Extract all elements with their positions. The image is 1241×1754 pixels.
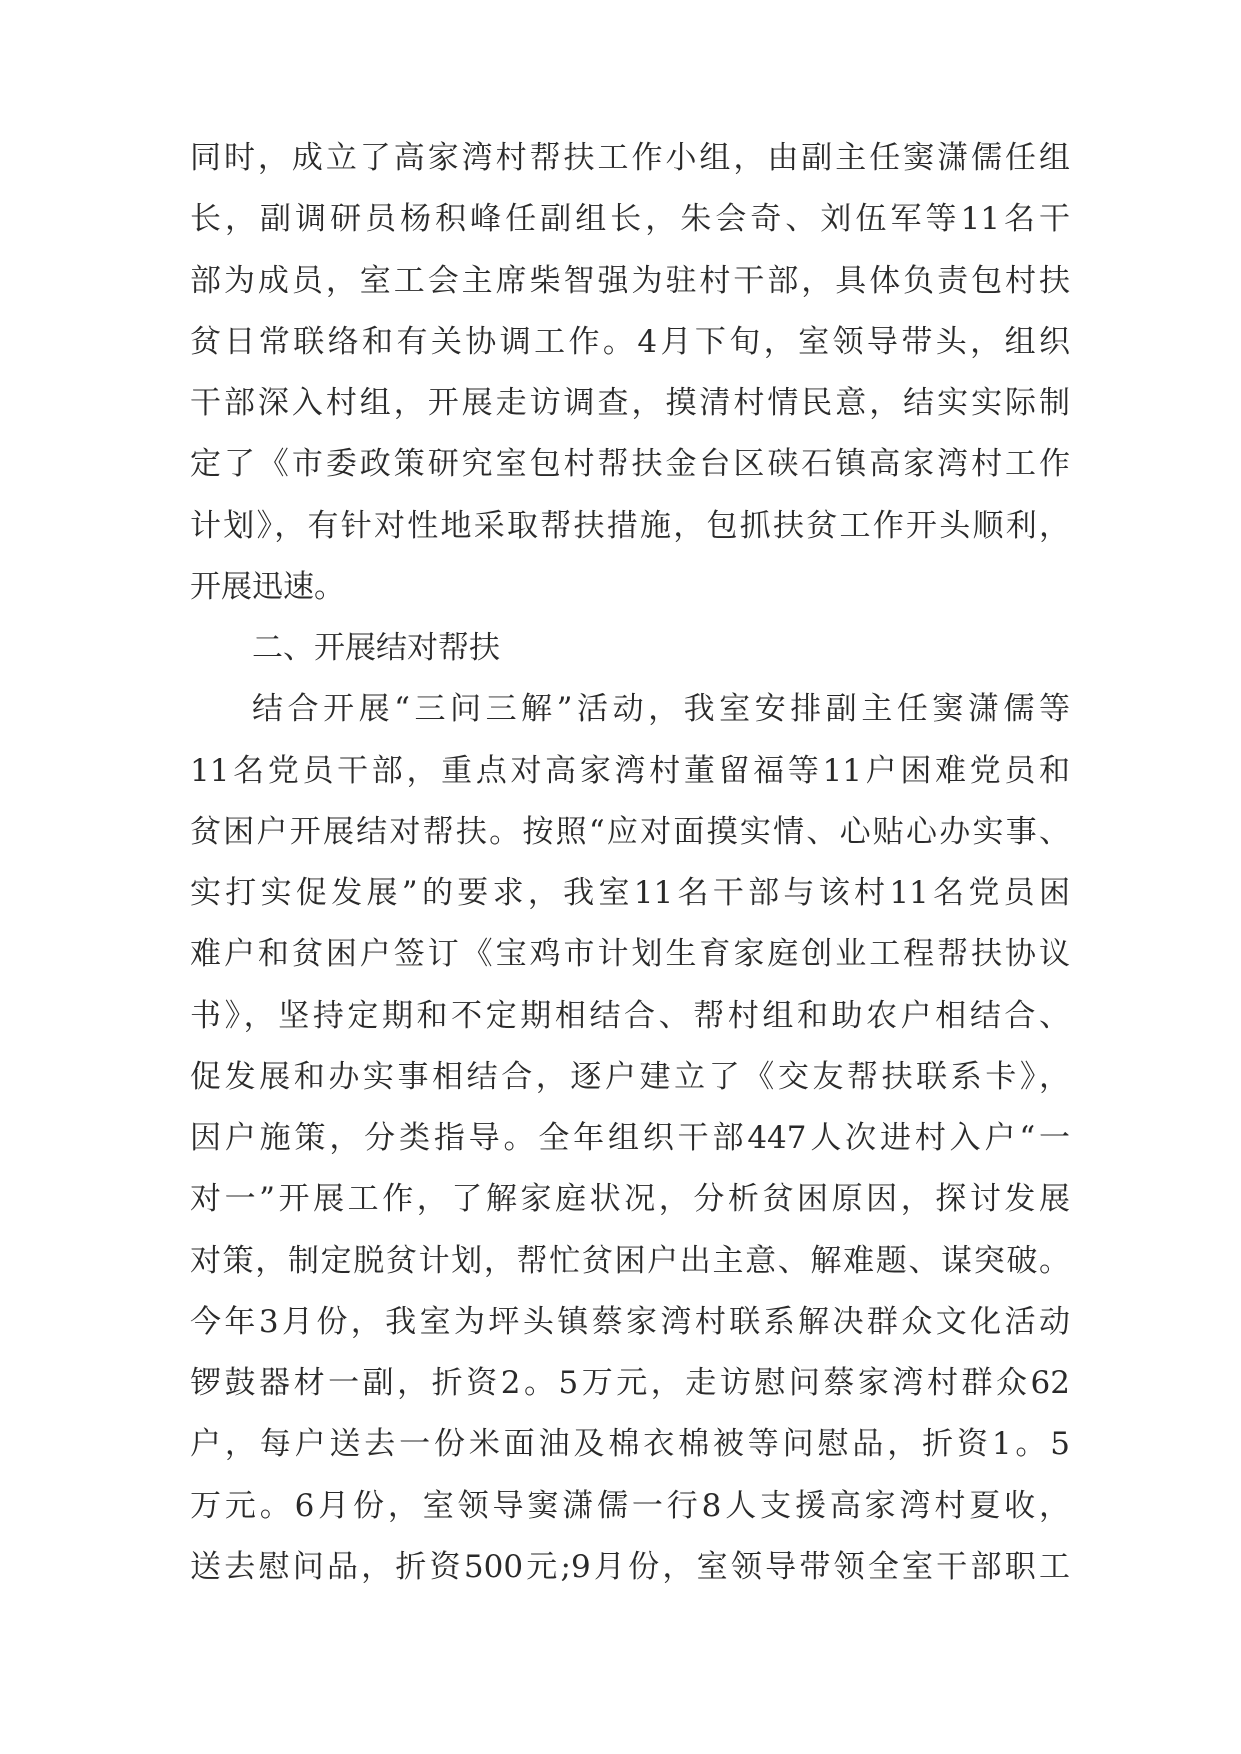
text-line: 锣鼓器材一副，折资2。5万元，走访慰问蔡家湾村群众62: [190, 1365, 1070, 1401]
text-line: 对策，制定脱贫计划，帮忙贫困户出主意、解难题、谋突破。: [190, 1242, 1070, 1279]
text-line: 因户施策，分类指导。全年组织干部447人次进村入户“一: [190, 1120, 1070, 1156]
text-line: 难户和贫困户签订《宝鸡市计划生育家庭创业工程帮扶协议: [190, 936, 1070, 973]
text-line: 结合开展“三问三解”活动，我室安排副主任窦潇儒等: [252, 691, 1070, 728]
text-line: 贫日常联络和有关协调工作。4月下旬，室领导带头，组织: [190, 323, 1070, 360]
text-line: 今年3月份，我室为坪头镇蔡家湾村联系解决群众文化活动: [190, 1303, 1070, 1340]
text-line: 长，副调研员杨积峰任副组长，朱会奇、刘伍军等11名干: [190, 201, 1070, 238]
text-line: 11名党员干部，重点对高家湾村董留福等11户困难党员和: [190, 752, 1070, 789]
text-line: 贫困户开展结对帮扶。按照“应对面摸实情、心贴心办实事、: [190, 813, 1070, 850]
text-line: 书》，坚持定期和不定期相结合、帮村组和助农户相结合、: [190, 997, 1070, 1034]
text-line: 计划》，有针对性地采取帮扶措施，包抓扶贫工作开头顺利，: [190, 507, 1070, 544]
text-line: 万元。6月份，室领导窦潇儒一行8人支援高家湾村夏收，: [190, 1487, 1070, 1524]
text-line: 对一”开展工作，了解家庭状况，分析贫困原因，探讨发展: [190, 1181, 1070, 1218]
text-line: 开展迅速。: [190, 568, 345, 605]
text-line: 定了《市委政策研究室包村帮扶金台区硖石镇高家湾村工作: [190, 446, 1070, 483]
text-line: 实打实促发展”的要求，我室11名干部与该村11名党员困: [190, 875, 1070, 911]
body-text: [190, 128, 1070, 1598]
text-line: 同时，成立了高家湾村帮扶工作小组，由副主任窦潇儒任组: [190, 140, 1070, 176]
text-line: 干部深入村组，开展走访调查，摸清村情民意，结实实际制: [190, 385, 1070, 421]
text-line: 部为成员，室工会主席柴智强为驻村干部，具体负责包村扶: [190, 262, 1070, 299]
section-heading: 二、开展结对帮扶: [252, 630, 500, 666]
text-line: 促发展和办实事相结合，逐户建立了《交友帮扶联系卡》，: [190, 1058, 1070, 1095]
text-line: 送去慰问品，折资500元;9月份，室领导带领全室干部职工: [190, 1548, 1070, 1585]
text-line: 户，每户送去一份米面油及棉衣棉被等问慰品，折资1。5: [190, 1426, 1070, 1463]
